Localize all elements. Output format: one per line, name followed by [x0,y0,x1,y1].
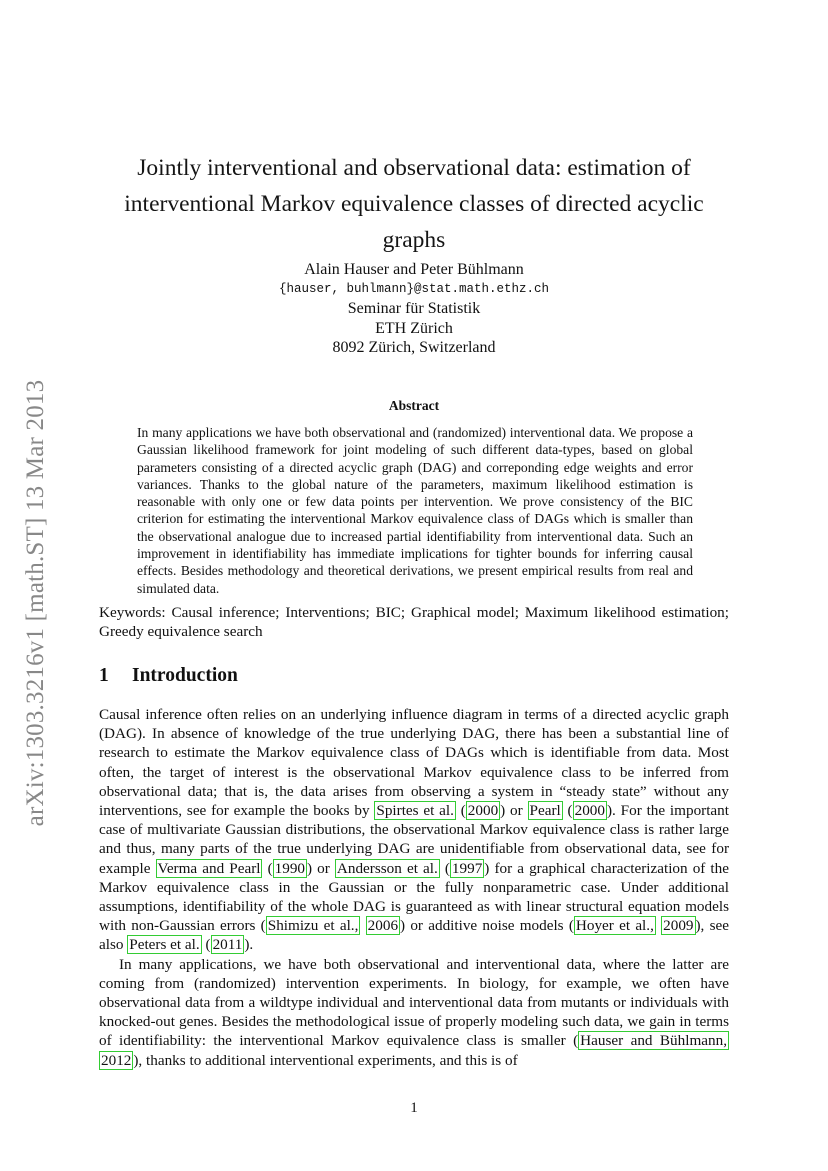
keywords: Keywords: Causal inference; Interventions; BIC; Graphical model; Maximum likelihood estimation; Greedy equivalence search [99,604,729,640]
introduction-body [99,705,729,1070]
citation-link[interactable]: 1990 [274,859,306,877]
text-run: ) or [500,802,528,820]
citation-link[interactable]: Hoyer et al., [575,917,654,935]
section-title: Introduction [132,665,238,686]
section-number: 1 [99,665,109,686]
text-run: ( [562,802,573,820]
abstract-heading: Abstract [388,398,440,413]
author-names: Alain Hauser and Peter Bühlmann [304,261,524,278]
author-email: {hauser, buhlmann}@stat.math.ethz.ch [278,281,550,296]
citation-link[interactable]: 2000 [467,802,499,820]
citation-link[interactable]: 2011 [212,936,243,954]
citation-link[interactable]: Pearl [529,802,561,820]
text-run: ( [201,936,211,954]
citation-link[interactable]: Andersson et al. [336,859,438,877]
citation-link[interactable]: Spirtes et al. [376,802,454,820]
text-run: ), thanks to additional interventional experiments, and this is of [133,1051,518,1069]
citation-link[interactable]: 2000 [574,802,605,820]
text-run: ( [455,802,466,820]
text-run: ) or [307,859,335,877]
page-number: 1 [410,1100,418,1116]
author-block [100,260,728,358]
text-run: ). [244,936,254,954]
paragraph [99,705,729,955]
affiliation-line: ETH Zürich [375,319,453,337]
citation-link[interactable]: 2006 [367,917,399,935]
text-run [360,917,365,934]
affiliation-line: Seminar für Statistik [347,300,481,317]
paragraph [99,955,729,1070]
abstract-text: In many applications we have both observational and (randomized) interventional data. We propose a Gaussian likelihood framework for joint modeling of such different data-types, based on global parameters consisting of a directed acyclic graph (DAG) and correponding edge weights and error variances. Thanks to the global nature of the parameters, maximum likelihood estimation is reasonable with only one or few data points per intervention. We prove consistency of the BIC criterion for estimating the interventional Markov equivalence class of DAGs which is smaller than the observational analogue due to increased partial identifiability from interventional data. Such an improvement in identifiability has immediate implications for tighter bounds for inferring causal effects. Besides methodology and theoretical derivations, we present empirical results from real and simulated data. [137,425,693,596]
text-run: ) or additive noise models ( [400,917,574,935]
citation-link[interactable]: Verma and Pearl [157,859,261,877]
affiliation-line: 8092 Zürich, Switzerland [332,339,496,356]
text-run: ) for a graphical characterization of the Markov equivalence class in the Gaussian or the fully nonparametric case. Under additional assumptions, identifiability of the whole DAG is guaranteed as with linear structural equation models with non-Gaussian errors ( [99,859,729,935]
paper-title: Jointly interventional and observational data: estimation of interventional Markov equivalence classes of directed acyclic graphs [124,155,704,253]
text-run: ( [262,859,273,877]
citation-link[interactable]: 1997 [451,859,483,877]
citation-link[interactable]: 2012 [101,1051,132,1069]
citation-link[interactable]: 2009 [663,917,694,935]
text-run: In many applications, we have both observational and interventional data, where the latter are coming from (randomized) intervention experiments. In biology, for example, we often have observational data from a wildtype individual and interventional data from mutants or individuals with knocked-out genes. Besides the methodological issue of properly modeling such data, we gain in terms of identifiability: the interventional Markov equivalence class is smaller ( [99,955,729,1050]
text-run: ( [439,859,450,877]
citation-link[interactable]: Hauser and Bühlmann, [580,1032,727,1050]
arxiv-identifier: arXiv:1303.3216v1 [math.ST] 13 Mar 2013 [22,379,49,827]
text-run: ). For the important case of multivariate Gaussian distributions, the observational Markov equivalence class is rather large and thus, many parts of the true underlying DAG are unidentifiable from observational data, see for example [99,802,729,877]
section-heading [99,665,238,687]
citation-link[interactable]: Peters et al. [129,936,200,954]
text-run: Causal inference often relies on an underlying influence diagram in terms of a directed acyclic graph (DAG). In absence of knowledge of the true underlying DAG, there has been a substantial line of research to estimate the Markov equivalence class of DAGs which is identifiable from data. Most often, the target of interest is the observational Markov equivalence class to be inferred from observational data; that is, the data arises from observing a system in “steady state” without any interventions, see for example the books by [99,706,729,820]
text-run: ), see also [99,917,729,954]
citation-link[interactable]: Shimizu et al., [267,917,359,935]
